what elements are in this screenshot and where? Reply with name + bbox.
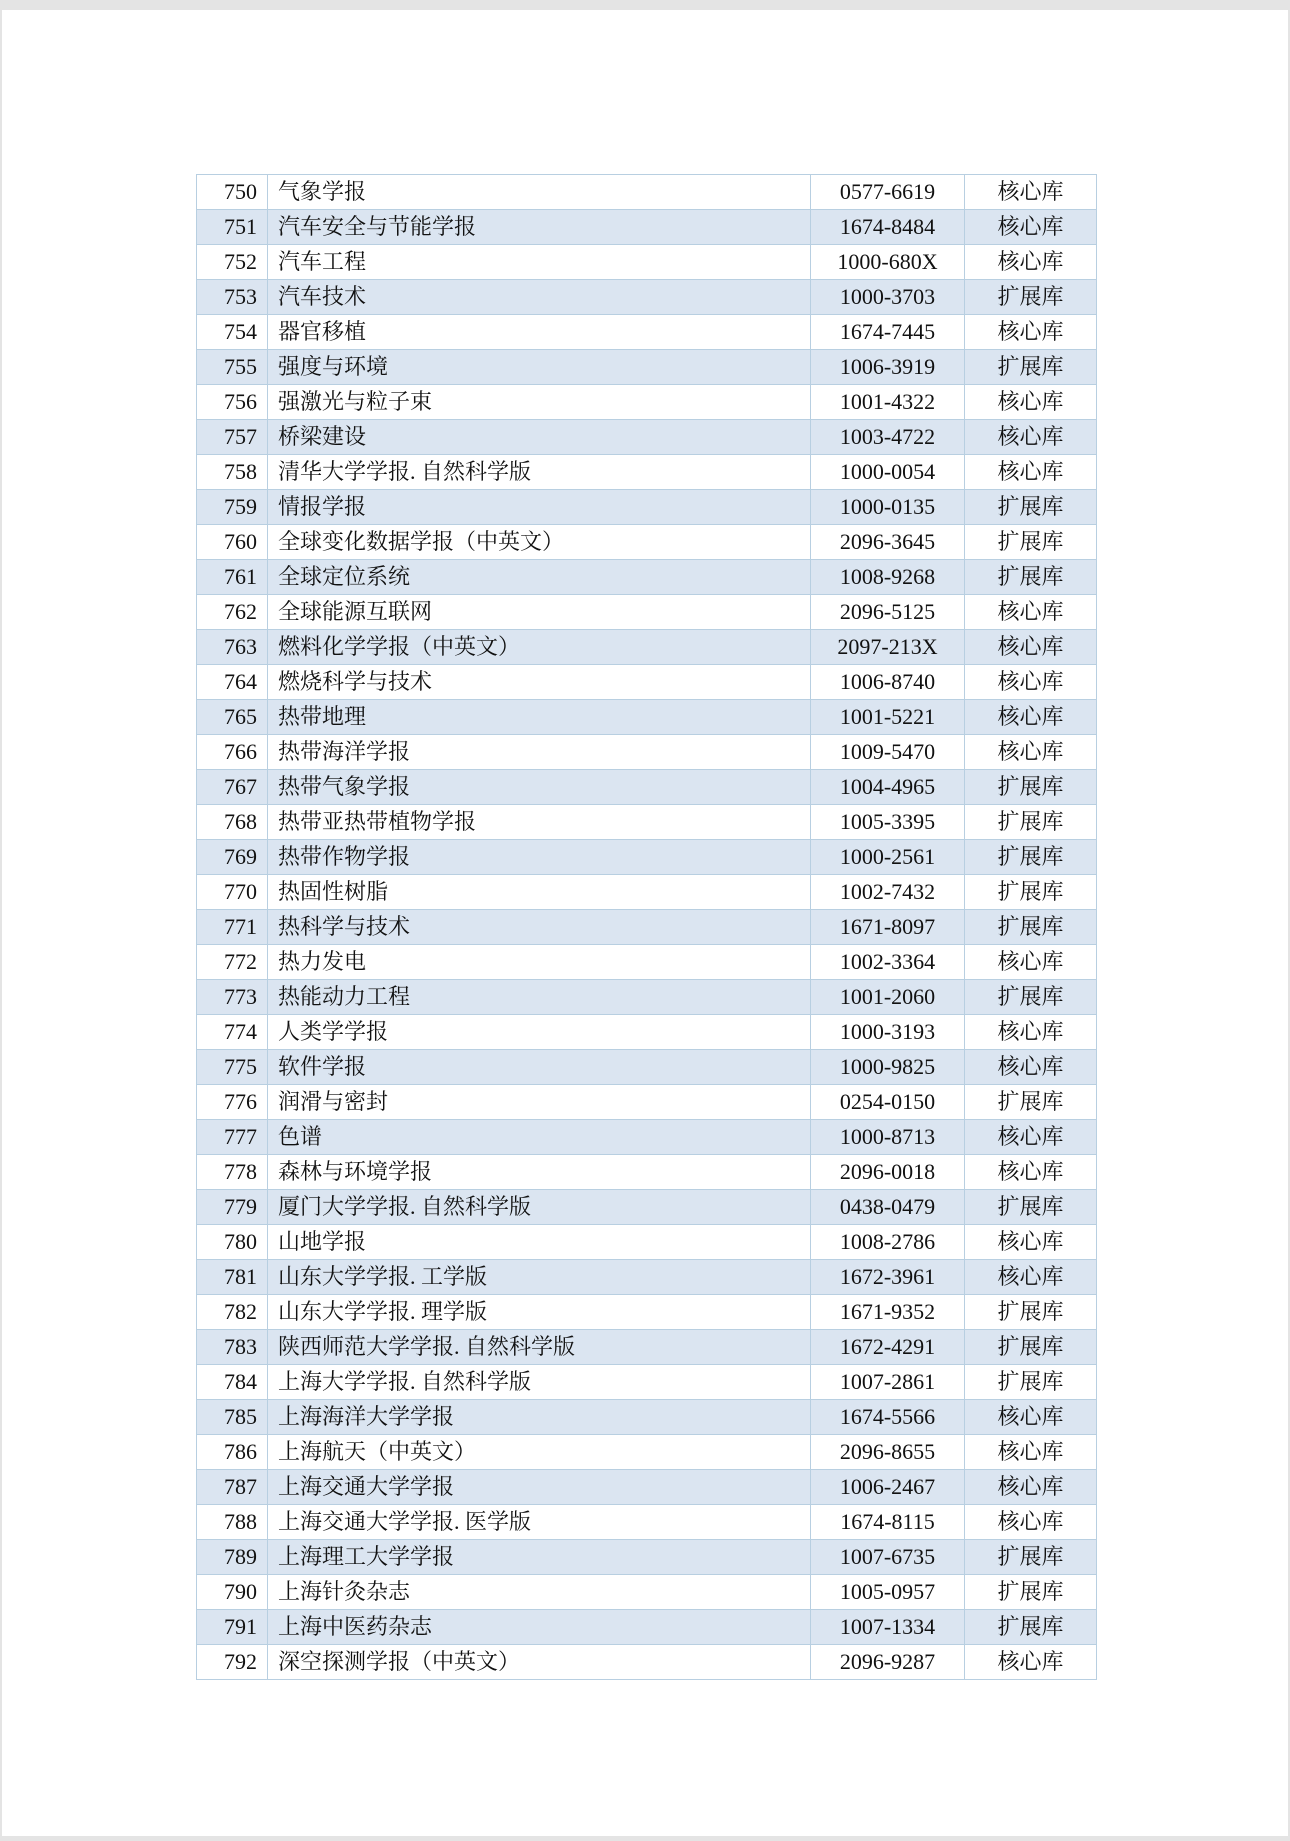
journal-name-cell: 全球能源互联网 — [268, 595, 811, 630]
table-row — [197, 455, 1097, 490]
journal-name-cell: 燃烧科学与技术 — [268, 665, 811, 700]
table-row — [197, 1085, 1097, 1120]
database-cell: 核心库 — [965, 1120, 1097, 1155]
issn-cell: 1000-3703 — [811, 280, 965, 315]
row-number-cell: 785 — [197, 1400, 268, 1435]
table-row — [197, 1190, 1097, 1225]
issn-cell: 1000-9825 — [811, 1050, 965, 1085]
table-row — [197, 1330, 1097, 1365]
issn-cell: 2097-213X — [811, 630, 965, 665]
journal-name-cell: 全球定位系统 — [268, 560, 811, 595]
table-row — [197, 385, 1097, 420]
database-cell: 扩展库 — [965, 770, 1097, 805]
table-row — [197, 1435, 1097, 1470]
journal-name-cell: 陕西师范大学学报. 自然科学版 — [268, 1330, 811, 1365]
issn-cell: 1674-8484 — [811, 210, 965, 245]
table-row — [197, 595, 1097, 630]
database-cell: 核心库 — [965, 595, 1097, 630]
database-cell: 核心库 — [965, 1015, 1097, 1050]
row-number-cell: 769 — [197, 840, 268, 875]
database-cell: 扩展库 — [965, 1190, 1097, 1225]
issn-cell: 1001-4322 — [811, 385, 965, 420]
table-row — [197, 910, 1097, 945]
row-number-cell: 791 — [197, 1610, 268, 1645]
table-row — [197, 1365, 1097, 1400]
issn-cell: 0254-0150 — [811, 1085, 965, 1120]
journal-list-table — [196, 174, 1097, 1680]
table-row — [197, 525, 1097, 560]
journal-name-cell: 情报学报 — [268, 490, 811, 525]
issn-cell: 1000-2561 — [811, 840, 965, 875]
journal-name-cell: 清华大学学报. 自然科学版 — [268, 455, 811, 490]
table-row — [197, 1015, 1097, 1050]
journal-name-cell: 色谱 — [268, 1120, 811, 1155]
row-number-cell: 770 — [197, 875, 268, 910]
issn-cell: 1005-3395 — [811, 805, 965, 840]
issn-cell: 1008-2786 — [811, 1225, 965, 1260]
row-number-cell: 764 — [197, 665, 268, 700]
row-number-cell: 771 — [197, 910, 268, 945]
database-cell: 扩展库 — [965, 980, 1097, 1015]
table-row — [197, 1225, 1097, 1260]
document-page — [2, 10, 1288, 1836]
issn-cell: 1002-7432 — [811, 875, 965, 910]
table-row — [197, 175, 1097, 210]
issn-cell: 1007-2861 — [811, 1365, 965, 1400]
row-number-cell: 777 — [197, 1120, 268, 1155]
journal-name-cell: 热带亚热带植物学报 — [268, 805, 811, 840]
journal-name-cell: 上海海洋大学学报 — [268, 1400, 811, 1435]
row-number-cell: 750 — [197, 175, 268, 210]
database-cell: 扩展库 — [965, 875, 1097, 910]
table-row — [197, 1050, 1097, 1085]
table-row — [197, 315, 1097, 350]
journal-name-cell: 全球变化数据学报（中英文） — [268, 525, 811, 560]
issn-cell: 1674-8115 — [811, 1505, 965, 1540]
journal-name-cell: 热带作物学报 — [268, 840, 811, 875]
table-row — [197, 490, 1097, 525]
database-cell: 核心库 — [965, 735, 1097, 770]
issn-cell: 1006-8740 — [811, 665, 965, 700]
database-cell: 扩展库 — [965, 280, 1097, 315]
journal-name-cell: 热科学与技术 — [268, 910, 811, 945]
row-number-cell: 763 — [197, 630, 268, 665]
row-number-cell: 787 — [197, 1470, 268, 1505]
issn-cell: 1674-7445 — [811, 315, 965, 350]
table-row — [197, 1295, 1097, 1330]
database-cell: 扩展库 — [965, 490, 1097, 525]
issn-cell: 1008-9268 — [811, 560, 965, 595]
journal-name-cell: 燃料化学学报（中英文） — [268, 630, 811, 665]
row-number-cell: 752 — [197, 245, 268, 280]
journal-name-cell: 热能动力工程 — [268, 980, 811, 1015]
issn-cell: 1005-0957 — [811, 1575, 965, 1610]
database-cell: 核心库 — [965, 665, 1097, 700]
table-row — [197, 1120, 1097, 1155]
database-cell: 扩展库 — [965, 805, 1097, 840]
table-row — [197, 420, 1097, 455]
row-number-cell: 774 — [197, 1015, 268, 1050]
database-cell: 扩展库 — [965, 1295, 1097, 1330]
row-number-cell: 781 — [197, 1260, 268, 1295]
database-cell: 核心库 — [965, 1645, 1097, 1680]
database-cell: 核心库 — [965, 315, 1097, 350]
row-number-cell: 767 — [197, 770, 268, 805]
table-row — [197, 1470, 1097, 1505]
row-number-cell: 773 — [197, 980, 268, 1015]
journal-name-cell: 热带地理 — [268, 700, 811, 735]
journal-name-cell: 热带海洋学报 — [268, 735, 811, 770]
issn-cell: 2096-3645 — [811, 525, 965, 560]
table-row — [197, 560, 1097, 595]
journal-name-cell: 气象学报 — [268, 175, 811, 210]
issn-cell: 1671-9352 — [811, 1295, 965, 1330]
database-cell: 核心库 — [965, 245, 1097, 280]
journal-name-cell: 厦门大学学报. 自然科学版 — [268, 1190, 811, 1225]
table-row — [197, 700, 1097, 735]
row-number-cell: 755 — [197, 350, 268, 385]
database-cell: 核心库 — [965, 1225, 1097, 1260]
table-row — [197, 350, 1097, 385]
journal-name-cell: 热力发电 — [268, 945, 811, 980]
journal-name-cell: 热固性树脂 — [268, 875, 811, 910]
database-cell: 核心库 — [965, 1050, 1097, 1085]
journal-name-cell: 上海大学学报. 自然科学版 — [268, 1365, 811, 1400]
database-cell: 核心库 — [965, 1260, 1097, 1295]
table-row — [197, 945, 1097, 980]
journal-name-cell: 上海理工大学学报 — [268, 1540, 811, 1575]
row-number-cell: 757 — [197, 420, 268, 455]
issn-cell: 1004-4965 — [811, 770, 965, 805]
database-cell: 核心库 — [965, 385, 1097, 420]
journal-name-cell: 润滑与密封 — [268, 1085, 811, 1120]
journal-name-cell: 山地学报 — [268, 1225, 811, 1260]
row-number-cell: 783 — [197, 1330, 268, 1365]
row-number-cell: 779 — [197, 1190, 268, 1225]
journal-name-cell: 上海航天（中英文） — [268, 1435, 811, 1470]
table-row — [197, 1610, 1097, 1645]
database-cell: 核心库 — [965, 1505, 1097, 1540]
issn-cell: 1000-0135 — [811, 490, 965, 525]
journal-name-cell: 汽车安全与节能学报 — [268, 210, 811, 245]
journal-name-cell: 山东大学学报. 工学版 — [268, 1260, 811, 1295]
database-cell: 扩展库 — [965, 350, 1097, 385]
issn-cell: 0577-6619 — [811, 175, 965, 210]
table-row — [197, 805, 1097, 840]
table-row — [197, 1155, 1097, 1190]
table-row — [197, 665, 1097, 700]
row-number-cell: 754 — [197, 315, 268, 350]
issn-cell: 1006-3919 — [811, 350, 965, 385]
table-row — [197, 1260, 1097, 1295]
journal-name-cell: 强激光与粒子束 — [268, 385, 811, 420]
row-number-cell: 768 — [197, 805, 268, 840]
journal-name-cell: 山东大学学报. 理学版 — [268, 1295, 811, 1330]
row-number-cell: 776 — [197, 1085, 268, 1120]
table-row — [197, 210, 1097, 245]
table-row — [197, 840, 1097, 875]
row-number-cell: 790 — [197, 1575, 268, 1610]
row-number-cell: 788 — [197, 1505, 268, 1540]
journal-table-body — [197, 175, 1097, 1680]
journal-name-cell: 软件学报 — [268, 1050, 811, 1085]
issn-cell: 1672-4291 — [811, 1330, 965, 1365]
database-cell: 核心库 — [965, 420, 1097, 455]
database-cell: 核心库 — [965, 945, 1097, 980]
issn-cell: 1007-1334 — [811, 1610, 965, 1645]
journal-name-cell: 上海中医药杂志 — [268, 1610, 811, 1645]
row-number-cell: 762 — [197, 595, 268, 630]
journal-name-cell: 汽车技术 — [268, 280, 811, 315]
row-number-cell: 775 — [197, 1050, 268, 1085]
database-cell: 核心库 — [965, 455, 1097, 490]
database-cell: 核心库 — [965, 1470, 1097, 1505]
issn-cell: 1000-680X — [811, 245, 965, 280]
journal-name-cell: 热带气象学报 — [268, 770, 811, 805]
row-number-cell: 786 — [197, 1435, 268, 1470]
issn-cell: 1671-8097 — [811, 910, 965, 945]
database-cell: 核心库 — [965, 175, 1097, 210]
journal-name-cell: 人类学学报 — [268, 1015, 811, 1050]
database-cell: 扩展库 — [965, 560, 1097, 595]
issn-cell: 1002-3364 — [811, 945, 965, 980]
issn-cell: 1001-5221 — [811, 700, 965, 735]
row-number-cell: 789 — [197, 1540, 268, 1575]
table-row — [197, 1575, 1097, 1610]
row-number-cell: 792 — [197, 1645, 268, 1680]
table-row — [197, 735, 1097, 770]
row-number-cell: 751 — [197, 210, 268, 245]
database-cell: 核心库 — [965, 700, 1097, 735]
journal-name-cell: 深空探测学报（中英文） — [268, 1645, 811, 1680]
issn-cell: 2096-8655 — [811, 1435, 965, 1470]
journal-name-cell: 汽车工程 — [268, 245, 811, 280]
row-number-cell: 758 — [197, 455, 268, 490]
journal-name-cell: 器官移植 — [268, 315, 811, 350]
table-row — [197, 280, 1097, 315]
database-cell: 扩展库 — [965, 1330, 1097, 1365]
issn-cell: 1001-2060 — [811, 980, 965, 1015]
database-cell: 核心库 — [965, 210, 1097, 245]
issn-cell: 1000-0054 — [811, 455, 965, 490]
database-cell: 扩展库 — [965, 1365, 1097, 1400]
journal-name-cell: 桥梁建设 — [268, 420, 811, 455]
row-number-cell: 753 — [197, 280, 268, 315]
row-number-cell: 772 — [197, 945, 268, 980]
row-number-cell: 759 — [197, 490, 268, 525]
database-cell: 扩展库 — [965, 910, 1097, 945]
issn-cell: 2096-0018 — [811, 1155, 965, 1190]
issn-cell: 1672-3961 — [811, 1260, 965, 1295]
database-cell: 扩展库 — [965, 1575, 1097, 1610]
table-row — [197, 245, 1097, 280]
issn-cell: 2096-5125 — [811, 595, 965, 630]
issn-cell: 1006-2467 — [811, 1470, 965, 1505]
database-cell: 扩展库 — [965, 1610, 1097, 1645]
issn-cell: 1003-4722 — [811, 420, 965, 455]
issn-cell: 1000-3193 — [811, 1015, 965, 1050]
database-cell: 扩展库 — [965, 840, 1097, 875]
table-row — [197, 980, 1097, 1015]
table-row — [197, 1645, 1097, 1680]
database-cell: 扩展库 — [965, 525, 1097, 560]
row-number-cell: 766 — [197, 735, 268, 770]
issn-cell: 1007-6735 — [811, 1540, 965, 1575]
table-row — [197, 1505, 1097, 1540]
row-number-cell: 782 — [197, 1295, 268, 1330]
issn-cell: 1674-5566 — [811, 1400, 965, 1435]
row-number-cell: 780 — [197, 1225, 268, 1260]
row-number-cell: 778 — [197, 1155, 268, 1190]
row-number-cell: 784 — [197, 1365, 268, 1400]
issn-cell: 0438-0479 — [811, 1190, 965, 1225]
database-cell: 核心库 — [965, 1400, 1097, 1435]
issn-cell: 1000-8713 — [811, 1120, 965, 1155]
database-cell: 核心库 — [965, 630, 1097, 665]
journal-name-cell: 上海交通大学学报. 医学版 — [268, 1505, 811, 1540]
issn-cell: 1009-5470 — [811, 735, 965, 770]
table-row — [197, 770, 1097, 805]
database-cell: 核心库 — [965, 1155, 1097, 1190]
journal-name-cell: 强度与环境 — [268, 350, 811, 385]
database-cell: 扩展库 — [965, 1540, 1097, 1575]
journal-name-cell: 森林与环境学报 — [268, 1155, 811, 1190]
table-row — [197, 1540, 1097, 1575]
table-row — [197, 875, 1097, 910]
journal-name-cell: 上海交通大学学报 — [268, 1470, 811, 1505]
row-number-cell: 761 — [197, 560, 268, 595]
row-number-cell: 760 — [197, 525, 268, 560]
database-cell: 扩展库 — [965, 1085, 1097, 1120]
row-number-cell: 765 — [197, 700, 268, 735]
journal-name-cell: 上海针灸杂志 — [268, 1575, 811, 1610]
table-row — [197, 630, 1097, 665]
database-cell: 核心库 — [965, 1435, 1097, 1470]
issn-cell: 2096-9287 — [811, 1645, 965, 1680]
row-number-cell: 756 — [197, 385, 268, 420]
table-row — [197, 1400, 1097, 1435]
